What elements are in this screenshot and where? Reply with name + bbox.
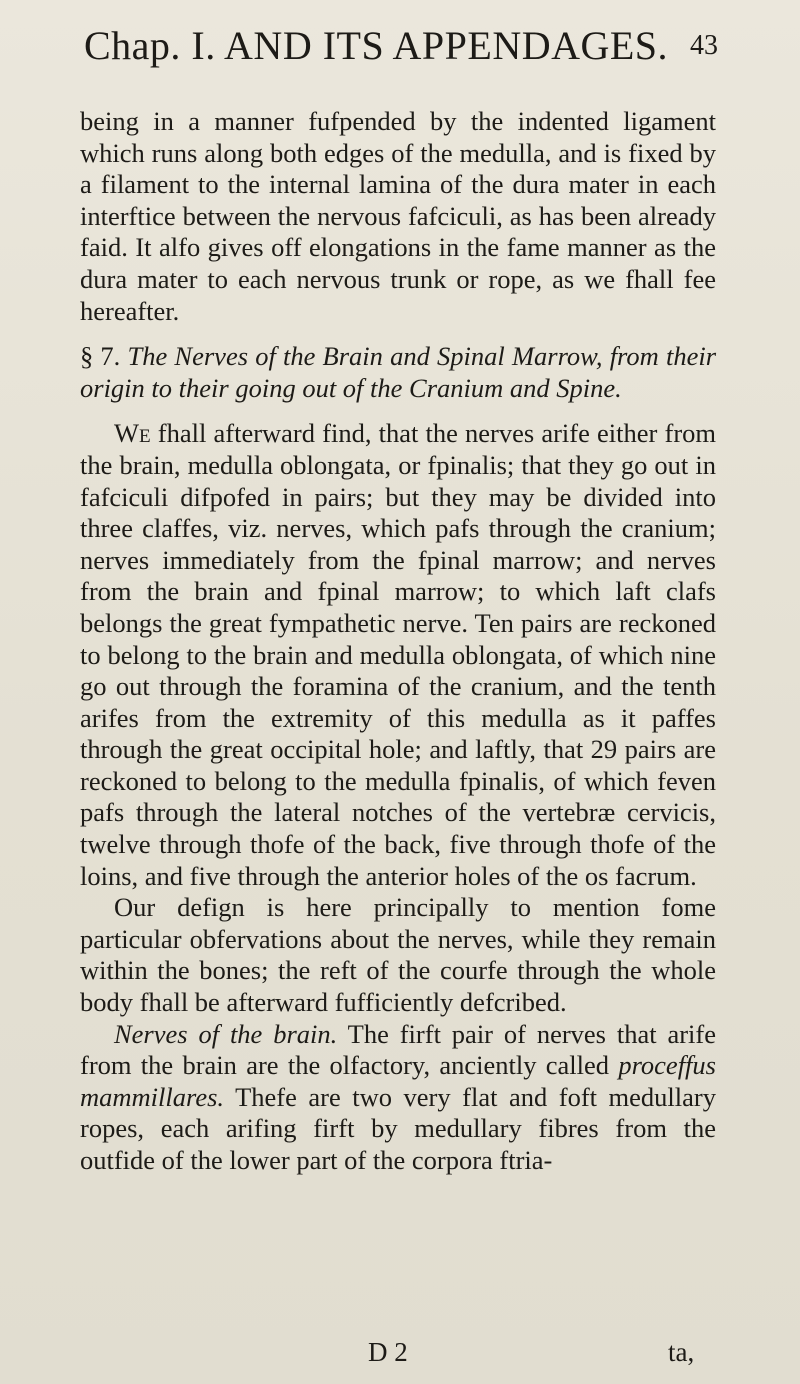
paragraph-text-a: The firft pair of nerves that arife from the brain are the olfactory, anciently called [80, 1018, 717, 1081]
paragraph-design: Our defign is here principally to mention fome particular obfervations about the nerves, while they remain within the bones; the reft of the courfe through the whole body fhall be afterward fufficiently defcribed. [80, 892, 716, 1018]
paragraph-nerves-of-brain [80, 1019, 716, 1177]
latin-term: proceffus mammillares. [80, 1050, 716, 1112]
body-text [80, 106, 716, 1177]
paragraph-text: fhall afterward find, that the nerves arife either from the brain, medulla oblongata, or fpinalis; that they go out in fafciculi difpofed in pairs; but they may be divided into three claffes, viz. nerves, which pafs through the cranium; nerves immediately from the fpinal marrow; and nerves from the brain and fpinal marrow; to which laft clafs belongs the great fympathetic nerve. Ten pairs are reckoned to belong to the brain and medulla oblongata, of which nine go out through the foramina of the cranium, and the tenth arifes from the extremity of this medulla as it paffes through the great occipital hole; and laftly, that 29 pairs are reckoned to belong to the medulla fpinalis, of which feven pafs through the lateral notches of the vertebræ cervicis, twelve through thofe of the back, five through thofe of the loins, and five through the anterior holes of the os facrum. [80, 418, 717, 891]
paragraph-nerve-classes [80, 418, 716, 892]
catchword: ta, [668, 1337, 695, 1367]
running-header [80, 22, 720, 82]
page-number: 43 [690, 30, 718, 61]
section-title: The Nerves of the Brain and Spinal Marrow, from their origin to their going out of the Cranium and Spine. [80, 341, 717, 403]
running-title: Chap. I. AND ITS APPENDAGES. [84, 23, 669, 68]
spacer [80, 327, 716, 341]
signature-mark: D 2 [368, 1337, 408, 1367]
page-footer [0, 1337, 800, 1377]
section-heading [80, 341, 716, 404]
paragraph-continued: being in a manner fufpended by the indented ligament which runs along both edges of the medulla, and is fixed by a filament to the internal lamina of the dura mater in each interftice between the nervous fafciculi, as has been already faid. It alfo gives off elongations in the fame manner as the dura mater to each nervous trunk or rope, as we fhall fee hereafter. [80, 106, 716, 326]
paragraph-text-b: Thefe are two very flat and foft medullary ropes, each arifing firft by medullary fibres from the outfide of the lower part of the corpora ftria- [80, 1081, 716, 1175]
section-symbol: § 7. [80, 341, 121, 372]
initial-word: We [114, 418, 151, 449]
inline-heading: Nerves of the brain. [114, 1018, 338, 1049]
spacer [80, 404, 716, 418]
